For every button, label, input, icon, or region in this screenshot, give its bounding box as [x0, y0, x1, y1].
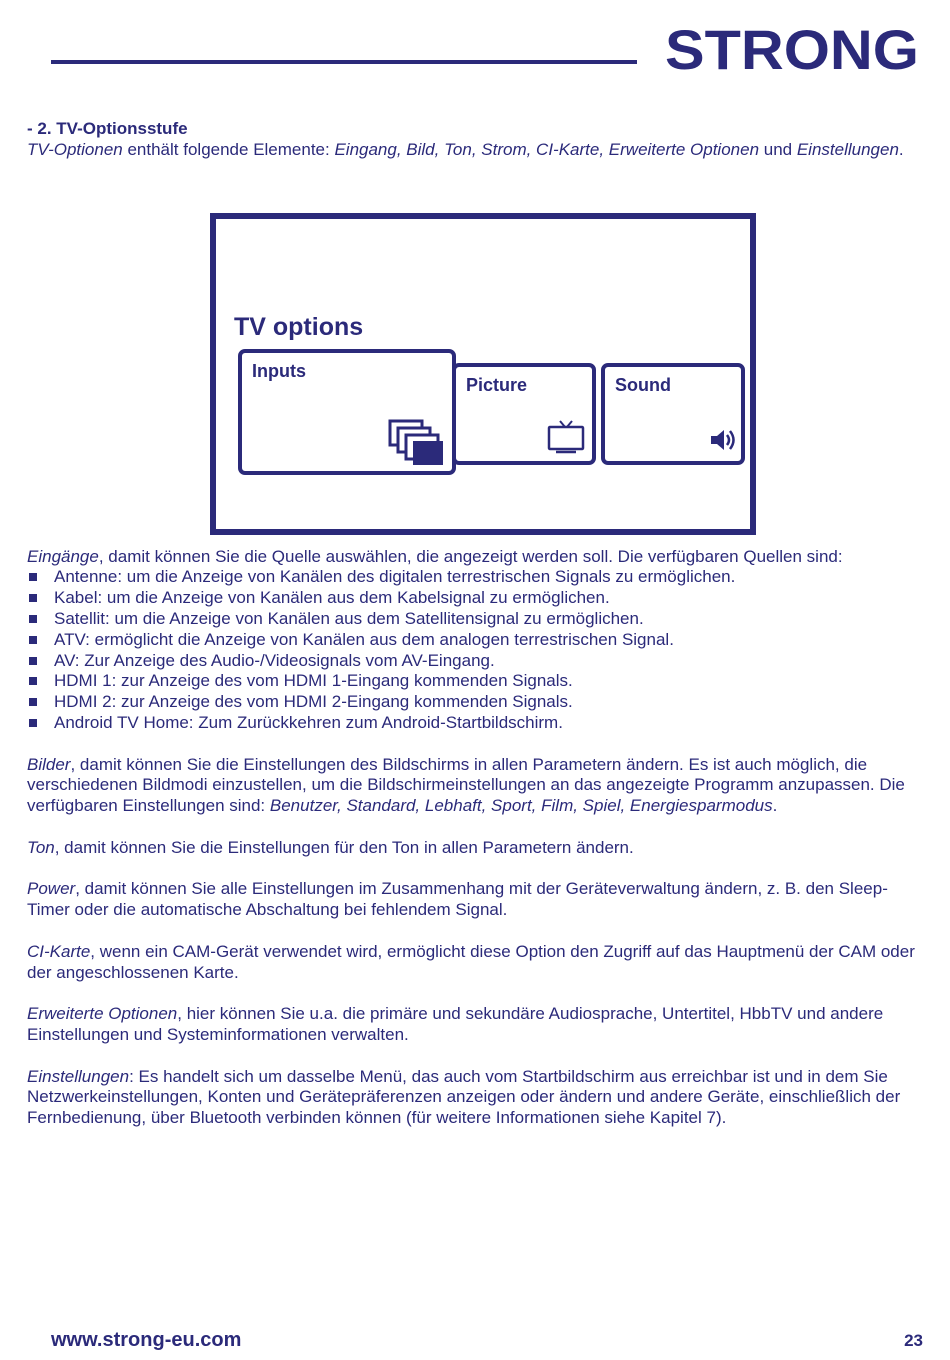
tile-label: Inputs — [252, 361, 306, 381]
tv-options-title: TV options — [234, 313, 364, 341]
tile-label: Picture — [466, 375, 528, 395]
tile-sound[interactable] — [601, 363, 745, 465]
list-item: ATV: ermöglicht die Anzeige von Kanälen aus dem analogen terrestrischen Signal. — [27, 630, 927, 651]
inputs-icon — [388, 419, 446, 467]
tv-icon — [546, 419, 586, 455]
list-item: HDMI 2: zur Anzeige des vom HDMI 2-Eingang kommenden Signals. — [27, 692, 927, 713]
tile-picture[interactable] — [452, 363, 596, 465]
tv-screen-figure — [210, 213, 756, 535]
power-paragraph: Power, damit können Sie alle Einstellungen im Zusammenhang mit der Geräteverwaltung ändern, z. B. den Sleep-Timer oder die automatische Abschaltung bei fehlendem Signal. — [27, 879, 888, 920]
header-rule — [51, 60, 637, 64]
list-item: Antenne: um die Anzeige von Kanälen des digitalen terrestrischen Signals zu ermöglichen. — [27, 567, 927, 588]
list-item: Kabel: um die Anzeige von Kanälen aus dem Kabelsignal zu ermöglichen. — [27, 588, 927, 609]
strong-logo — [665, 18, 921, 78]
footer-url[interactable]: www.strong-eu.com — [51, 1329, 242, 1351]
ci-card-paragraph: CI-Karte, wenn ein CAM-Gerät verwendet wird, ermöglicht diese Option den Zugriff auf das Hauptmenü der CAM oder der angeschlossenen Karte. — [27, 941, 915, 982]
inputs-paragraph: Eingänge, damit können Sie die Quelle auswählen, die angezeigt werden soll. Die verfügbaren Quellen sind: — [27, 546, 843, 566]
list-item: Android TV Home: Zum Zurückkehren zum Android-Startbildschirm. — [27, 713, 927, 734]
section-heading: - 2. TV-Optionsstufe — [27, 119, 188, 138]
list-item: Satellit: um die Anzeige von Kanälen aus dem Satellitensignal zu ermöglichen. — [27, 609, 927, 630]
advanced-options-paragraph: Erweiterte Optionen, hier können Sie u.a. die primäre und sekundäre Audiosprache, Untertitel, HbbTV und andere Einstellungen und Systeminformationen verwalten. — [27, 1004, 884, 1044]
page-number: 23 — [904, 1331, 923, 1350]
tile-label: Sound — [615, 375, 671, 395]
list-item: HDMI 1: zur Anzeige des vom HDMI 1-Eingang kommenden Signals. — [27, 671, 927, 692]
sources-list — [27, 567, 927, 733]
tile-inputs[interactable] — [238, 349, 456, 475]
settings-paragraph: Einstellungen: Es handelt sich um dasselbe Menü, das auch vom Startbildschirm aus erreichbar ist und in dem Sie Netzwerkeinstellungen, Konten und Gerätepräferenzen anzeigen oder ändern und andere Geräte, einschließlich der Fernbedienung, über Bluetooth verbinden können (für weitere Informationen siehe Kapitel 7). — [27, 1066, 901, 1128]
intro-paragraph: TV-Optionen enthält folgende Elemente: Eingang, Bild, Ton, Strom, CI-Karte, Erweiterte Optionen und Einstellungen. — [27, 139, 904, 159]
speaker-icon — [709, 427, 739, 453]
picture-paragraph: Bilder, damit können Sie die Einstellungen des Bildschirms in allen Parametern ändern. Es ist auch möglich, die verschiedenen Bildmodi einzustellen, um die Bildschirmeinstellungen an das angezeigte Programm anzupassen. Die verfügbaren Einstellungen sind: Benutzer, Standard, Lebhaft, Sport, Film, Spiel, Energiesparmodus. — [27, 754, 905, 816]
sound-paragraph: Ton, damit können Sie die Einstellungen für den Ton in allen Parametern ändern. — [27, 837, 634, 857]
list-item: AV: Zur Anzeige des Audio-/Videosignals vom AV-Eingang. — [27, 651, 927, 672]
svg-text:STRONG: STRONG — [665, 18, 919, 78]
